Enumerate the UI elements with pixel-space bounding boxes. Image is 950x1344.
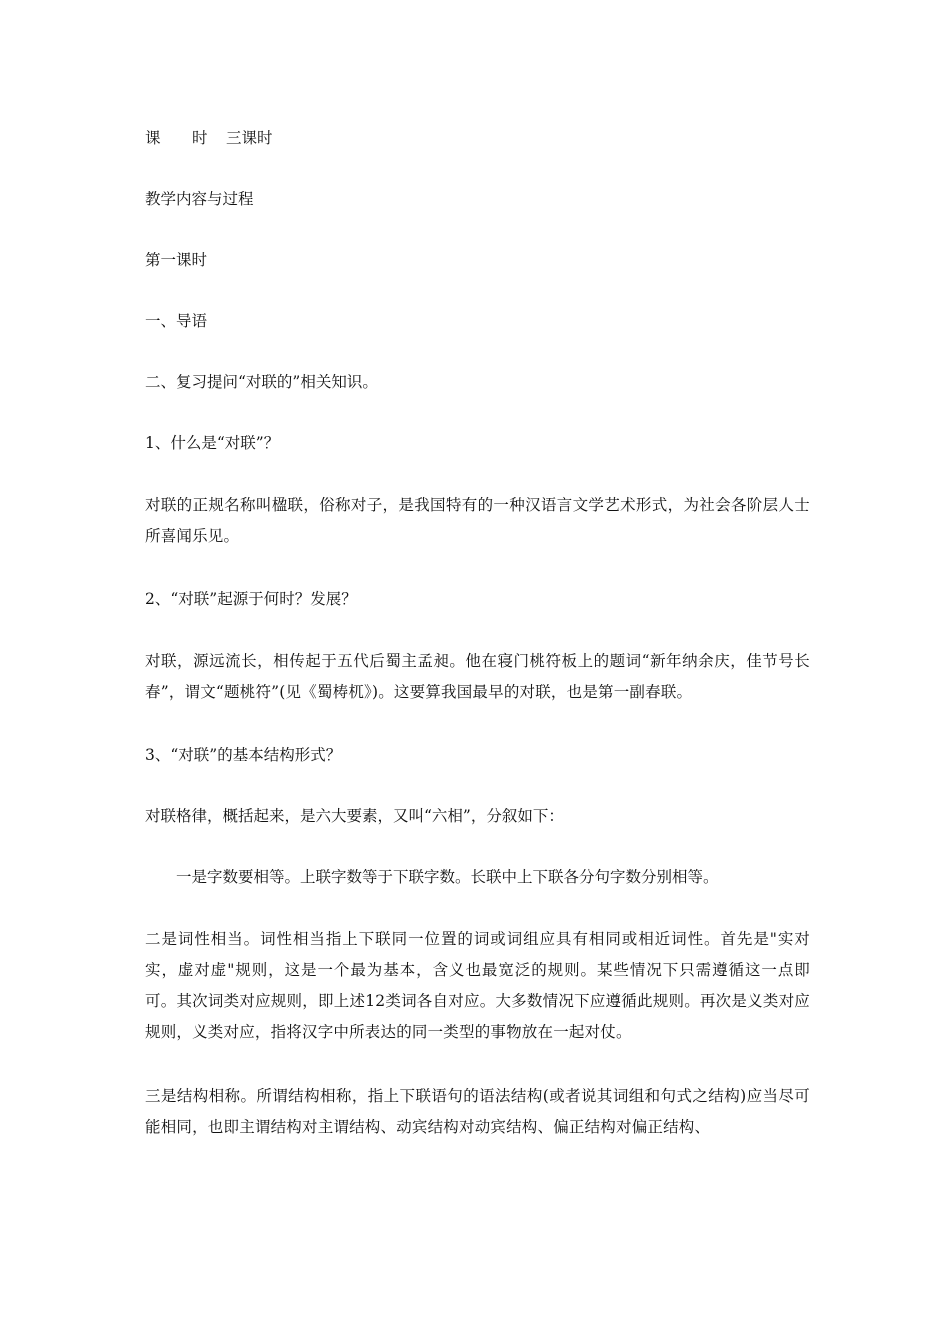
answer-3-intro: 对联格律，概括起来，是六大要素，又叫“六相”，分叙如下：: [145, 807, 564, 825]
question-1: 1、什么是“对联”？: [145, 434, 280, 452]
document-body: [145, 124, 810, 1143]
label-shi: 时: [192, 129, 208, 147]
step-intro: 一、导语: [145, 312, 208, 330]
rule-2: 二是词性相当。词性相当指上下联同一位置的词或词组应具有相同或相近词性。首先是"实对实，虚对虚"规则，这是一个最为基本，含义也最宽泛的规则。某些情况下只需遵循这一点即可。其次词类对应规则，即上述12类词各自对应。大多数情况下应遵循此规则。再次是义类对应规则，义类对应，指将汉字中所表达的同一类型的事物放在一起对仗。: [145, 930, 810, 1041]
rule-1: 一是字数要相等。上联字数等于下联字数。长联中上下联各分句字数分别相等。: [176, 868, 719, 886]
section-title: 教学内容与过程: [145, 190, 254, 208]
question-3: 3、“对联”的基本结构形式？: [145, 746, 342, 764]
class-hours-line: [145, 124, 810, 152]
answer-2: 对联，源远流长，相传起于五代后蜀主孟昶。他在寝门桃符板上的题词“新年纳余庆，佳节号长春”，谓文“题桃符”(见《蜀梼杌》)。这要算我国最早的对联，也是第一副春联。: [145, 652, 810, 701]
lesson-heading: 第一课时: [145, 251, 208, 269]
class-hours-value: 三课时: [226, 129, 273, 147]
question-2: 2、“对联”起源于何时？发展？: [145, 590, 357, 608]
answer-1: 对联的正规名称叫楹联，俗称对子，是我国特有的一种汉语言文学艺术形式，为社会各阶层人士所喜闻乐见。: [145, 496, 810, 545]
label-ke: 课: [145, 129, 161, 147]
rule-3: 三是结构相称。所谓结构相称，指上下联语句的语法结构(或者说其词组和句式之结构)应当尽可能相同，也即主谓结构对主谓结构、动宾结构对动宾结构、偏正结构对偏正结构、: [145, 1087, 810, 1136]
step-review: 二、复习提问“对联的”相关知识。: [145, 373, 378, 391]
